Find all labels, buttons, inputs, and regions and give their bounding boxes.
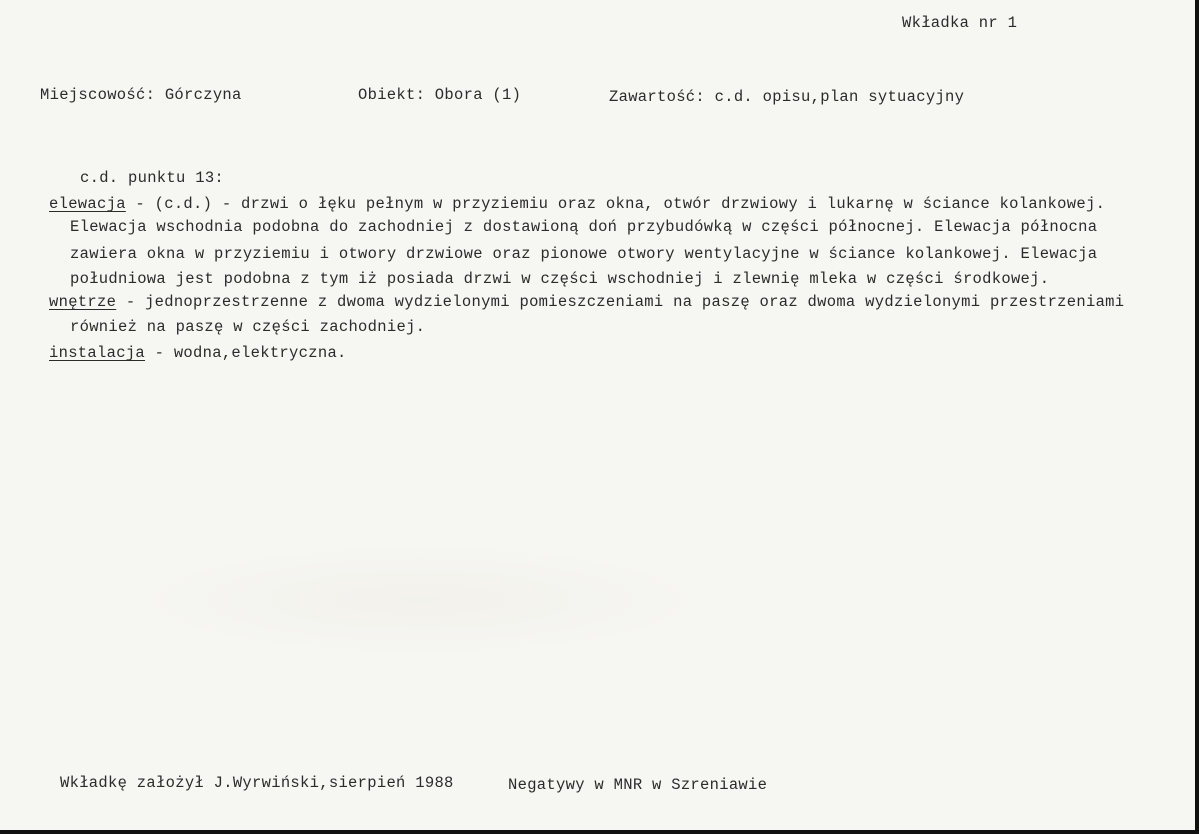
elevation-text-1: - (c.d.) - drzwi o łęku pełnym w przyziemiu oraz okna, otwór drzwiowy i lukarnę w ściance kolankowej. (125, 195, 1106, 213)
installation-paragraph (49, 342, 347, 364)
created-by-note: Wkładkę założył J.Wyrwiński,sierpień 1988 (60, 774, 454, 792)
interior-text-2: również na paszę w części zachodniej. (70, 318, 426, 336)
elevation-text-3: zawiera okna w przyziemiu i otwory drzwiowe oraz pionowe otwory wentylacyjne w ściance kolankowej. Elewacja (70, 245, 1098, 263)
installation-label: instalacja (49, 344, 146, 362)
elevation-text-4: południowa jest podobna z tym iż posiada drzwi w części wschodniej i zlewnię mleka w części środkowej. (70, 270, 1050, 288)
interior-label: wnętrze (49, 293, 117, 311)
paper-stain (110, 540, 730, 660)
object-field: Obiekt: Obora (1) (358, 86, 522, 104)
section-heading: c.d. punktu 13: (80, 169, 225, 187)
elevation-label: elewacja (49, 195, 126, 213)
locality-field: Miejscowość: Górczyna (40, 86, 242, 104)
elevation-paragraph-line-1 (49, 193, 1105, 215)
interior-text-1: - jednoprzestrzenne z dwoma wydzielonymi pomieszczeniami na paszę oraz dwoma wydzielonymi przestrzeniami (116, 293, 1125, 311)
negatives-note: Negatywy w MNR w Szreniawie (508, 776, 768, 794)
installation-text: - wodna,elektryczna. (145, 344, 347, 362)
insert-number: Wkładka nr 1 (902, 14, 1018, 32)
interior-paragraph-line-1 (49, 291, 1124, 313)
content-field: Zawartość: c.d. opisu,plan sytuacyjny (609, 88, 965, 106)
elevation-text-2: Elewacja wschodnia podobna do zachodniej z dostawioną doń przybudówką w części północnej. Elewacja północna (70, 218, 1098, 236)
